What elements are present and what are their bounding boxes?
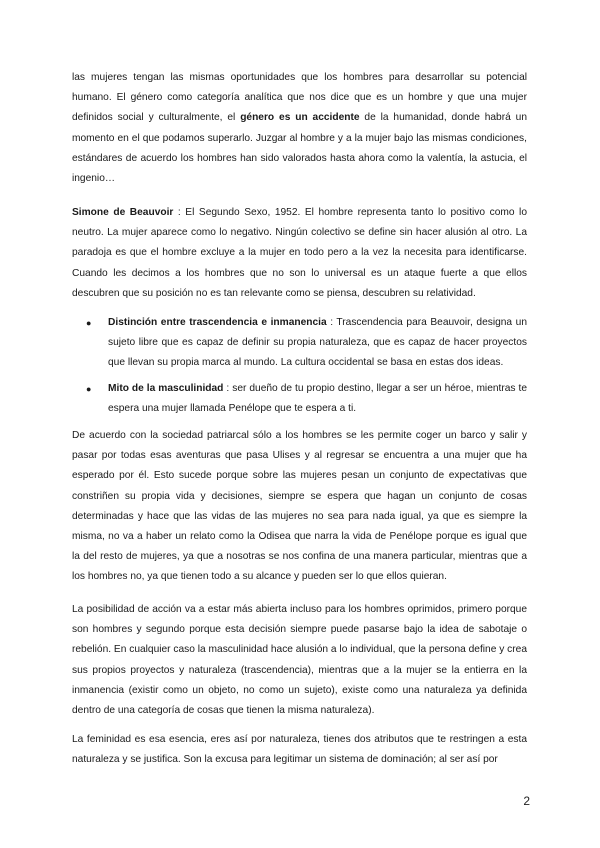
paragraph-gender-accident	[72, 68, 527, 189]
paragraph-beauvoir	[72, 203, 527, 304]
bullet-list	[86, 313, 527, 424]
list-item-title: Mito de la masculinidad	[108, 382, 224, 394]
list-item	[86, 379, 527, 419]
bullet-icon: ●	[86, 383, 92, 394]
paragraph-text: : El Segundo Sexo, 1952. El hombre representa tanto lo positivo como lo neutro. La mujer aparece como lo negativo. Ningún colectivo se define sin hacer alusión al otro. La paradoja es que el hombre excluye a la mujer en todo pero a la vez la necesita para identificarse. Cuando les decimos a los hombres que no son lo universal es un ataque fuerte a que ellos descubren que su posición no es tan relevante como se piensa, descubren su relatividad.	[72, 207, 527, 299]
list-item-title: Distinción entre trascendencia e inmanencia	[108, 317, 327, 328]
paragraph-possibility-of-action: La posibilidad de acción va a estar más abierta incluso para los hombres oprimidos, primero porque son hombres y segundo porque esta decisión siempre puede pasarse bajo la idea de sabotaje o rebelión. En cualquier caso la masculinidad hace alusión a lo individual, que la persona define y crea sus propios proyectos y naturaleza (trascendencia), mientras que a la mujer se la entierra en la inmanencia (existir como un objeto, no como un sujeto), existe como una naturaleza ya definida dentro de una categoría de cosas que tienen la misma naturaleza).	[72, 604, 527, 717]
list-item-text: : Trascendencia para Beauvoir, designa un sujeto libre que es capaz de definir su propia naturaleza, que es capaz de hacer proyectos que llevan su propia marca al mundo. La cultura occidental se basa en estas dos ideas.	[108, 317, 527, 369]
bold-phrase: género es un accidente	[240, 112, 360, 124]
list-item-text: : ser dueño de tu propio destino, llegar a ser un héroe, mientras te espera una mujer llamada Penélope que te espera a ti.	[108, 382, 528, 414]
paragraph-text: las mujeres tengan las mismas oportunidades que los hombres para desarrollar su potencial humano. El género como categoría analítica que nos dice que es un hombre y que una mujer definidos social y culturalmente, el	[72, 72, 527, 124]
list-item	[86, 313, 527, 374]
paragraph-femininity: La feminidad es esa esencia, eres así por naturaleza, tienes dos atributos que te restringen a esta naturaleza y se justifica. Son la excusa para legitimar un sistema de dominación; al ser así por	[72, 734, 527, 766]
page-number: 2	[523, 794, 530, 808]
author-name: Simone de Beauvoir	[72, 207, 174, 218]
paragraph-patriarchal-society: De acuerdo con la sociedad patriarcal sólo a los hombres se les permite coger un barco y salir y pasar por todas esas aventuras que pasa Ulises y al regresar se encuentra a una mujer que ha esperado por él. Esto sucede porque sobre las mujeres pesan un conjunto de expectativas que constriñen su propia vida y decisiones, siempre se espera que hagan un conjunto de cosas determinadas y hace que las vidas de las mujeres no sea para nada igual, ya que es siempre la misma, no va a haber un relato como la Odisea que narra la vida de Penélope porque es igual que la del resto de mujeres, ya que a nosotras se nos confina de una manera particular, mientras que a los hombres no, ya que tienen todo a su alcance y pueden ser lo que ellos quieran.	[72, 430, 527, 583]
bullet-icon: ●	[86, 318, 92, 328]
paragraph-text: de la humanidad, donde habrá un momento en el que podamos superarlo. Juzgar al hombre y a la mujer bajo las mismas condiciones, estándares de acuerdo los hombres han sido valorados hasta ahora como la valentía, la astucia, el ingenio…	[72, 112, 527, 185]
